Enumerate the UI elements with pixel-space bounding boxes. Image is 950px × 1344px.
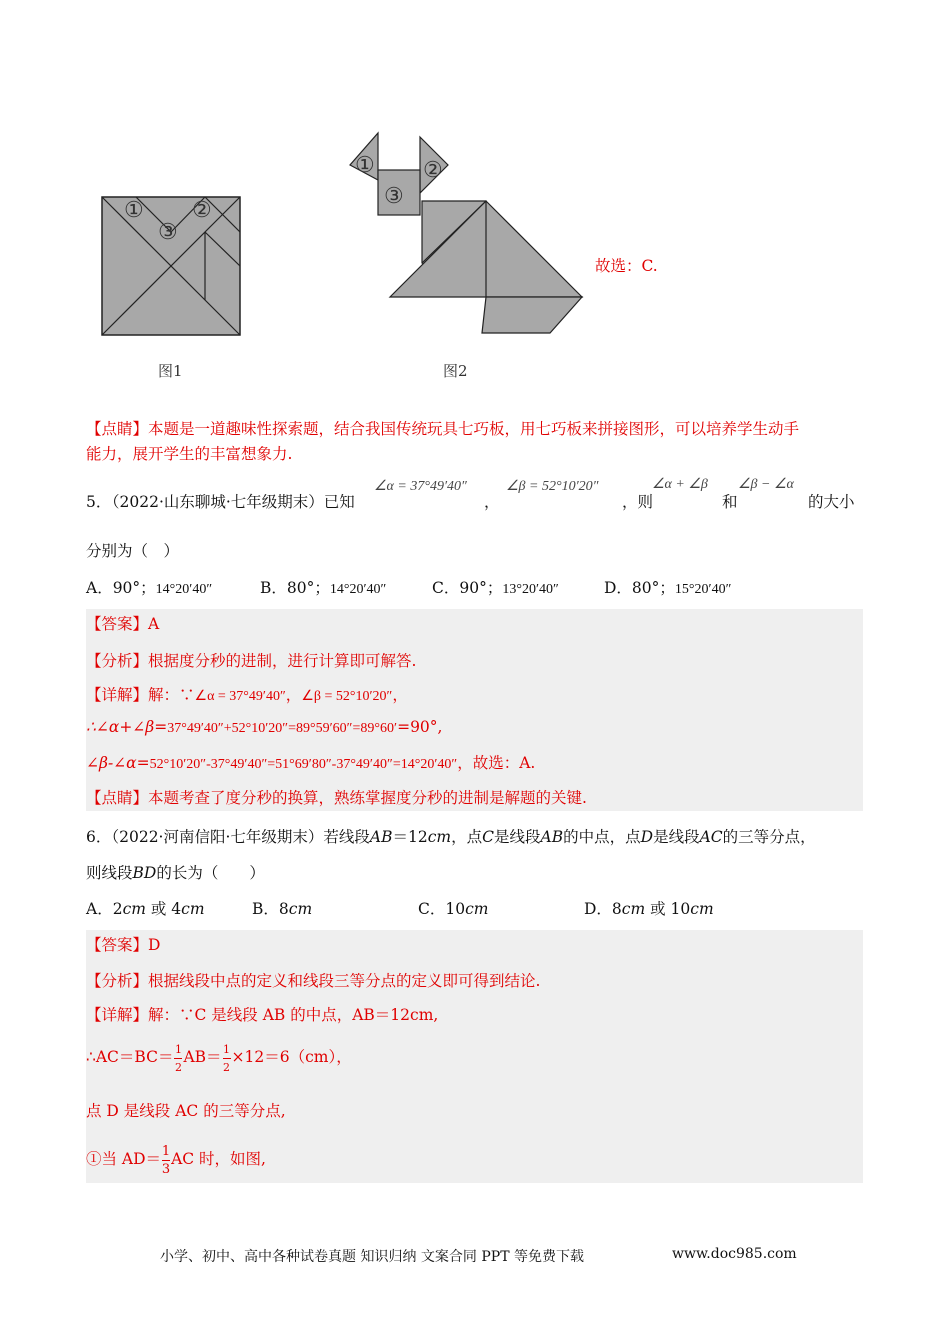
q5-detail-sep: ， — [285, 686, 302, 704]
q5-then: ，则 — [622, 493, 654, 511]
q6-line1-f: 是线段 — [653, 828, 700, 846]
figure-1-caption: 图1 — [158, 362, 183, 380]
q5-calc2-expr: 52°10′20″-37°49′40″=51°69′80″-37°49′40″=14°20′40″ — [149, 757, 458, 772]
q5-option-c — [432, 577, 559, 601]
q6-detail1: 【详解】解：∵C 是线段 AB 的中点，AB＝12cm, — [86, 1006, 439, 1024]
q5-sum-expr: ∠α + ∠β — [652, 477, 708, 492]
q5-detail-beta: ∠β = 52°10′20″ — [301, 689, 393, 704]
q5-alpha-expr: ∠α = 37°49′40″ — [374, 479, 467, 494]
q5-tail: 的大小 — [808, 493, 855, 511]
fig2-piece-1-label: ① — [355, 153, 375, 178]
q6-cm: cm — [427, 828, 452, 846]
q5-calc1-expr: 37°49′40″+52°10′20″=89°59′60″=89°60′ — [167, 721, 398, 736]
q6-detail4 — [86, 1145, 266, 1175]
q5-option-b-label: B．80°； — [260, 579, 330, 597]
q6-analysis: 【分析】根据线段中点的定义和线段三等分点的定义即可得到结论. — [86, 972, 541, 990]
half-num: 1 — [174, 1043, 182, 1056]
q6-detail2-a: ∴AC＝BC＝ — [86, 1048, 174, 1066]
q6-opt-c-cm: cm — [465, 900, 489, 918]
q5-calc1-prefix: ∴∠α+∠β= — [86, 718, 168, 736]
q5-detail-tag: 【详解】解：∵ — [86, 686, 195, 704]
q6-option-c — [418, 898, 488, 920]
q6-bd: BD — [132, 864, 157, 882]
q6-d: D — [640, 828, 654, 846]
q5-option-b-value: 14°20′40″ — [329, 582, 387, 597]
q6-detail4-a: ①当 AD＝ — [86, 1150, 162, 1168]
half-den-2: 2 — [223, 1061, 231, 1074]
q5-line2: 分别为（ ） — [86, 542, 180, 560]
q6-opt-a-2: 或 4 — [145, 900, 182, 918]
q6-opt-d-2: 或 10 — [645, 900, 691, 918]
q6-opt-a-cm1: cm — [122, 900, 146, 918]
q5-number: 5． — [86, 493, 112, 511]
q6-line1-a: 6．（2022·河南信阳·七年级期末）若线段 — [86, 828, 370, 846]
q6-opt-d-cm2: cm — [690, 900, 714, 918]
q6-opt-c-1: C．10 — [418, 900, 466, 918]
figure-2-caption: 图2 — [443, 362, 468, 380]
q5-analysis: 【分析】根据度分秒的进制，进行计算即可解答. — [86, 652, 417, 670]
q5-comma: ， — [484, 493, 500, 511]
q4-comment-line2: 能力，展开学生的丰富想象力. — [86, 445, 293, 463]
q5-solution-box — [86, 609, 863, 811]
q6-opt-b-1: B．8 — [252, 900, 289, 918]
q4-comment-tag: 【点睛】 — [86, 420, 149, 438]
q5-answer: 【答案】A — [86, 615, 160, 633]
q5-option-d — [604, 577, 731, 601]
q6-line1-b: ，点 — [451, 828, 483, 846]
q6-answer: 【答案】D — [86, 936, 161, 954]
q6-ab2: AB — [540, 828, 564, 846]
piece-1-label: ① — [124, 198, 144, 223]
q6-opt-d-1: D．8 — [584, 900, 622, 918]
q6-len: ＝12 — [392, 828, 428, 846]
q5-detail-alpha: ∠α = 37°49′40″ — [194, 689, 286, 704]
third-den: 3 — [161, 1162, 171, 1177]
tangram-figure-1 — [95, 190, 250, 345]
q5-option-a-value: 14°20′40″ — [155, 582, 213, 597]
q6-ac: AC — [699, 828, 723, 846]
q5-option-b — [260, 577, 386, 601]
piece-3-label: ③ — [158, 220, 178, 245]
q5-option-d-label: D．80°； — [604, 579, 675, 597]
half-num-2: 1 — [223, 1043, 231, 1056]
q5-option-d-value: 15°20′40″ — [674, 582, 732, 597]
q5-beta-expr: ∠β = 52°10′20″ — [506, 479, 599, 494]
footer-text: 小学、初中、高中各种试卷真题 知识归纳 文案合同 PPT 等免费下载 — [160, 1249, 584, 1265]
q6-detail3: 点 D 是线段 AC 的三等分点, — [86, 1102, 286, 1120]
q6-option-b — [252, 898, 312, 920]
q5-calc2 — [86, 752, 535, 776]
half-fraction-2 — [222, 1043, 232, 1073]
q5-detail — [86, 684, 408, 708]
q6-line1-d: 是线段 — [494, 828, 541, 846]
q6-line1-g: 的三等分点， — [722, 828, 816, 846]
half-fraction — [173, 1043, 183, 1073]
q6-opt-a-cm2: cm — [181, 900, 205, 918]
q6-ab: AB — [369, 828, 393, 846]
q6-detail4-b: AC 时，如图, — [171, 1150, 266, 1168]
q6-line2 — [86, 862, 265, 884]
third-fraction — [161, 1145, 171, 1175]
answer-note: 故选：C. — [595, 257, 658, 275]
q5-calc1 — [86, 716, 442, 740]
q5-diff-expr: ∠β − ∠α — [738, 477, 794, 492]
q5-option-a-label: A．90°； — [86, 579, 156, 597]
q6-detail2 — [86, 1043, 352, 1073]
q5-detail-sep2: ， — [392, 686, 408, 704]
footer-url[interactable]: www.doc985.com — [672, 1246, 797, 1262]
q6-line2-a: 则线段 — [86, 864, 133, 882]
q5-and: 和 — [722, 493, 738, 511]
q4-comment-text: 本题是一道趣味性探索题，结合我国传统玩具七巧板，用七巧板来拼接图形，可以培养学生动手 — [148, 420, 800, 438]
tangram-figure-2 — [340, 125, 590, 340]
half-den: 2 — [174, 1061, 182, 1074]
q6-detail2-c: ×12＝6（cm）， — [231, 1048, 352, 1066]
piece-2-label: ② — [192, 198, 212, 223]
q6-line1-e: 的中点，点 — [563, 828, 641, 846]
q6-opt-d-cm1: cm — [621, 900, 646, 918]
q5-source: （2022·山东聊城·七年级期末）已知 — [104, 493, 355, 511]
q6-option-d — [584, 898, 714, 920]
q5-comment: 【点睛】本题考查了度分秒的换算，熟练掌握度分秒的进制是解题的关键. — [86, 789, 587, 807]
fig2-piece-3-label: ③ — [384, 184, 404, 209]
q6-line1 — [86, 826, 816, 848]
q5-calc2-prefix: ∠β-∠α= — [86, 754, 150, 772]
q6-option-a — [86, 898, 205, 920]
q5-option-c-label: C．90°； — [432, 579, 503, 597]
fig2-piece-2-label: ② — [423, 158, 443, 183]
q5-calc1-result: =90°, — [397, 718, 443, 736]
q4-comment-line1 — [86, 418, 799, 440]
q5-calc2-tail: ，故选：A. — [457, 754, 536, 772]
q6-detail2-b: AB＝ — [183, 1048, 222, 1066]
q6-c: C — [482, 828, 495, 846]
q5-option-c-value: 13°20′40″ — [502, 582, 559, 597]
q6-opt-b-cm: cm — [288, 900, 313, 918]
q6-line2-b: 的长为（ ） — [156, 864, 265, 882]
q6-opt-a-1: A．2 — [86, 900, 123, 918]
third-num: 1 — [161, 1144, 171, 1159]
q5-option-a — [86, 577, 212, 601]
